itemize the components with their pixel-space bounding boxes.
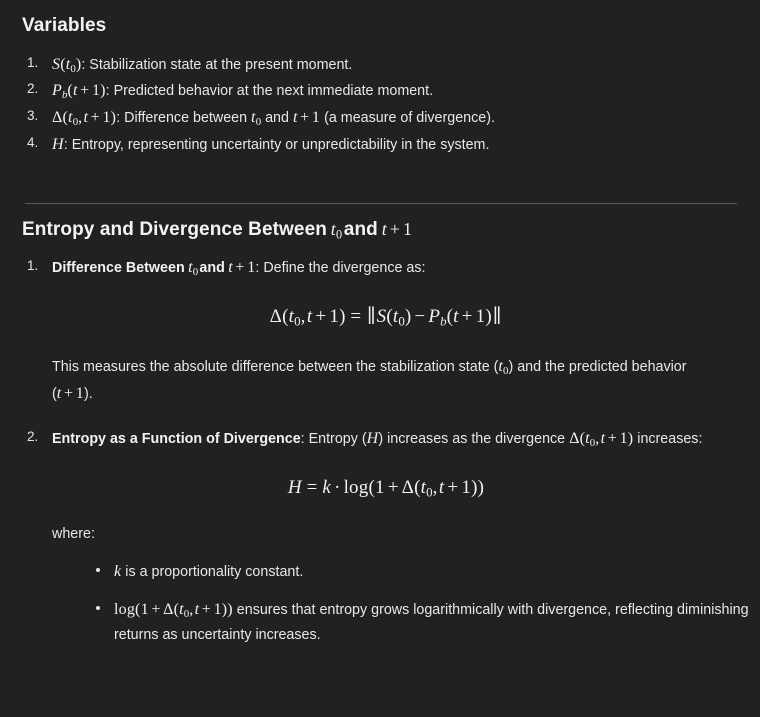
variable-description-3b: and xyxy=(261,110,293,127)
where-label: where: xyxy=(52,526,95,543)
divider-wrapper xyxy=(0,158,760,204)
math-t0-heading: $t_0$ xyxy=(330,218,343,241)
math-t-plus-1-inline: t + 1 xyxy=(292,109,321,127)
math-k: k xyxy=(114,563,122,581)
list-item xyxy=(114,558,760,586)
list-item xyxy=(52,255,760,408)
math-divergence-definition: $\Delta(t_0$, t + 1) = $\parallel S(t_0) - P_b(t$ + 1)∥ xyxy=(269,305,502,329)
item1-label-c: : Define the divergence as: xyxy=(255,260,426,277)
list-item xyxy=(52,426,760,648)
equation-entropy xyxy=(52,473,760,504)
item1-explanation-c: ). xyxy=(83,386,93,403)
math-t-plus-1-heading: t + 1 xyxy=(381,218,413,239)
page-title: Variables xyxy=(22,15,107,36)
bullet-text-2: ensures that entropy grows logarithmically with divergence, reflecting diminishing returns as uncertainty increases. xyxy=(114,601,749,644)
variables-section-header xyxy=(0,0,760,38)
item2-text-c: increases: xyxy=(633,430,703,447)
variables-list xyxy=(0,52,760,158)
item1-label-a: Difference Between xyxy=(52,260,185,277)
list-item xyxy=(52,78,760,105)
list-item xyxy=(52,105,760,132)
list-item xyxy=(52,132,760,158)
list-item xyxy=(52,52,760,79)
math-delta-t0-t-plus-1: $\Delta(t_0$, t + 1) xyxy=(52,109,117,129)
math-t0-explanation: $t_0$ xyxy=(498,357,509,377)
item2-text-b: ) increases as the divergence xyxy=(378,430,570,447)
item1-explanation xyxy=(52,353,712,408)
math-entropy-definition: H = $k \cdot \log(1 + \Delta(t_0$, t + 1)) xyxy=(287,476,485,500)
variable-description-3a: : Difference between xyxy=(116,110,252,127)
math-h: H xyxy=(52,135,64,153)
equation-divergence xyxy=(52,302,760,333)
item2-text-a: : Entropy ( xyxy=(300,430,367,447)
math-t-plus-1-item1: t + 1 xyxy=(228,259,256,277)
math-pb-t-plus-1: $P_b(t + 1)$ xyxy=(52,82,106,102)
math-log-expression: $\log(1 + \Delta(t_0$, t + 1)) xyxy=(114,600,233,620)
math-h-item2: H xyxy=(366,429,379,447)
item1-explanation-b: ) and the predicted behavior ( xyxy=(52,358,687,403)
item1-label-b: and xyxy=(199,260,225,277)
entropy-title-text-1: Entropy and Divergence Between xyxy=(22,218,327,240)
entropy-section-title xyxy=(22,218,760,243)
math-t-plus-1-explanation: t + 1 xyxy=(56,385,84,403)
entropy-title-text-2: and xyxy=(343,218,378,240)
math-s-t0: $S(t_0)$ xyxy=(52,55,82,75)
where-bullet-list xyxy=(52,558,760,648)
entropy-list xyxy=(0,255,760,648)
math-delta-item2: $\Delta(t_0$, t + 1) xyxy=(569,429,634,449)
variable-description-4: : Entropy, representing uncertainty or unpredictability in the system. xyxy=(63,136,490,153)
variable-description-2: : Predicted behavior at the next immediate moment. xyxy=(105,83,434,100)
entropy-section-header xyxy=(0,204,760,243)
variable-description-1: : Stabilization state at the present moment. xyxy=(81,56,353,73)
math-t0-item1: $t_0$ xyxy=(188,259,199,279)
item2-label: Entropy as a Function of Divergence xyxy=(52,430,301,447)
item1-explanation-a: This measures the absolute difference between the stabilization state ( xyxy=(52,358,499,375)
list-item xyxy=(114,596,760,648)
bullet-text-1: is a proportionality constant. xyxy=(121,564,304,581)
math-t0-inline: $t_0$ xyxy=(251,109,262,129)
variable-description-3c: (a measure of divergence). xyxy=(320,110,495,127)
